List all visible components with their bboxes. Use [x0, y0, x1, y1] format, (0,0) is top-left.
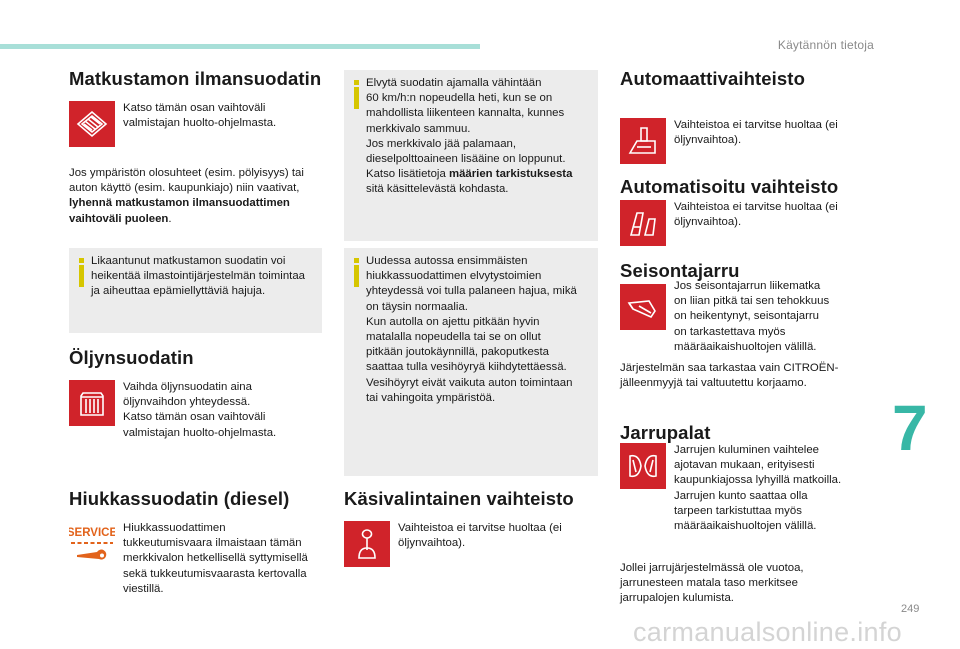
manual-gearstick-icon	[344, 521, 390, 567]
manual-gearbox-text: Vaihteistoa ei tarvitse huoltaa (ei öljynvaihtoa).	[398, 522, 562, 550]
manual-gearbox-heading: Käsivalintainen vaihteisto	[344, 488, 574, 509]
info-marker-icon	[79, 258, 84, 287]
parking-brake-heading: Seisontajarru	[620, 260, 740, 281]
info-marker-icon	[354, 80, 359, 109]
oil-filter-icon	[69, 380, 115, 426]
cabin-filter-paragraph: Jos ympäristön olosuhteet (esim. pölyisyys) tai auton käyttö (esim. kaupunkiajo) niin vaativat, lyhennä matkustamon ilmansuodattimen vaihtoväli puoleen.	[69, 167, 304, 225]
automatic-selector-icon	[620, 118, 666, 164]
automated-gearbox-icon	[620, 200, 666, 246]
page-number: 249	[901, 603, 920, 615]
parking-brake-text: Jos seisontajarrun liikematka on liian pitkä tai sen tehokkuus on heikentynyt, seisontajarru on tarkastettava myös määräaikaishuoltojen välillä.	[674, 280, 830, 353]
brake-pads-heading: Jarrupalat	[620, 422, 711, 443]
cabin-filter-icon	[69, 101, 115, 147]
cabin-filter-intro: Katso tämän osan vaihtoväli valmistajan huolto-ohjelmasta.	[123, 102, 277, 130]
brake-pads-text: Jarrujen kuluminen vaihtelee ajotavan mukaan, erityisesti kaupunkiajossa lyhyillä matkoilla. Jarrujen kunto saattaa olla tarpeen tarkistuttaa myös määräaikaishuoltojen välillä.	[674, 444, 842, 533]
brake-pads-paragraph: Jollei jarrujärjestelmässä ole vuotoa, jarrunesteen matala taso merkitsee jarrupalojen kulumista.	[620, 562, 804, 605]
automated-gearbox-text: Vaihteistoa ei tarvitse huoltaa (ei öljynvaihtoa).	[674, 201, 838, 229]
watermark: carmanualsonline.info	[633, 617, 902, 647]
oil-filter-text: Vaihda öljynsuodatin aina öljynvaihdon yhteydessä. Katso tämän osan vaihtoväli valmistajan huolto-ohjelmasta.	[123, 381, 277, 439]
particle-filter-text: Hiukkassuodattimen tukkeutumisvaara ilmaistaan tämän merkkivalon hetkellisellä syttymisellä sekä tukkeutumisvaarasta kertovalla viestillä.	[123, 522, 308, 595]
header-accent-bar	[0, 44, 480, 49]
service-label: SERVICE	[69, 527, 115, 539]
automatic-gearbox-heading: Automaattivaihteisto	[620, 68, 805, 89]
chapter-number: 7	[892, 392, 928, 464]
regeneration-note: Elvytä suodatin ajamalla vähintään 60 km/h:n nopeudella heti, kun se on mahdollista liikenteen kannalta, kunnes merkkivalo sammuu. Jos merkkivalo jää palamaan, dieselpolttoaineen lisääine on loppunut. Katso lisätietoja määrien tarkistuksesta sitä käsittelevästä kohdasta.	[344, 70, 598, 241]
cabin-filter-note: Likaantunut matkustamon suodatin voi heikentää ilmastointijärjestelmän toimintaa ja aiheuttaa epämiellyttäviä hajuja.	[69, 248, 322, 333]
cabin-filter-heading: Matkustamon ilmansuodatin	[69, 68, 322, 89]
info-marker-icon	[354, 258, 359, 287]
brake-pads-icon	[620, 443, 666, 489]
automatic-gearbox-text: Vaihteistoa ei tarvitse huoltaa (ei öljynvaihtoa).	[674, 119, 838, 147]
parking-brake-icon	[620, 284, 666, 330]
particle-filter-heading: Hiukkassuodatin (diesel)	[69, 488, 290, 509]
automated-gearbox-heading: Automatisoitu vaihteisto	[620, 176, 839, 197]
parking-brake-paragraph: Järjestelmän saa tarkastaa vain CITROËN- jälleenmyyjä tai valtuutettu korjaamo.	[620, 362, 839, 390]
new-car-note: Uudessa autossa ensimmäisten hiukkassuodattimen elvytystoimien yhteydessä voi tulla palaneen hajua, mikä on täysin normaalia. Kun autolla on ajettu pitkään hyvin matalalla nopeudella tai se on ollut pitkään joutokäynnillä, pakoputkesta saattaa tulla vesihöyryä kiihdytettäessä. Vesihöyryt eivät vaikuta auton toimintaan tai vahingoita ympäristöä.	[344, 248, 598, 476]
service-warning-icon	[69, 521, 115, 567]
section-title: Käytännön tietoja	[777, 38, 874, 52]
oil-filter-heading: Öljynsuodatin	[69, 347, 194, 368]
